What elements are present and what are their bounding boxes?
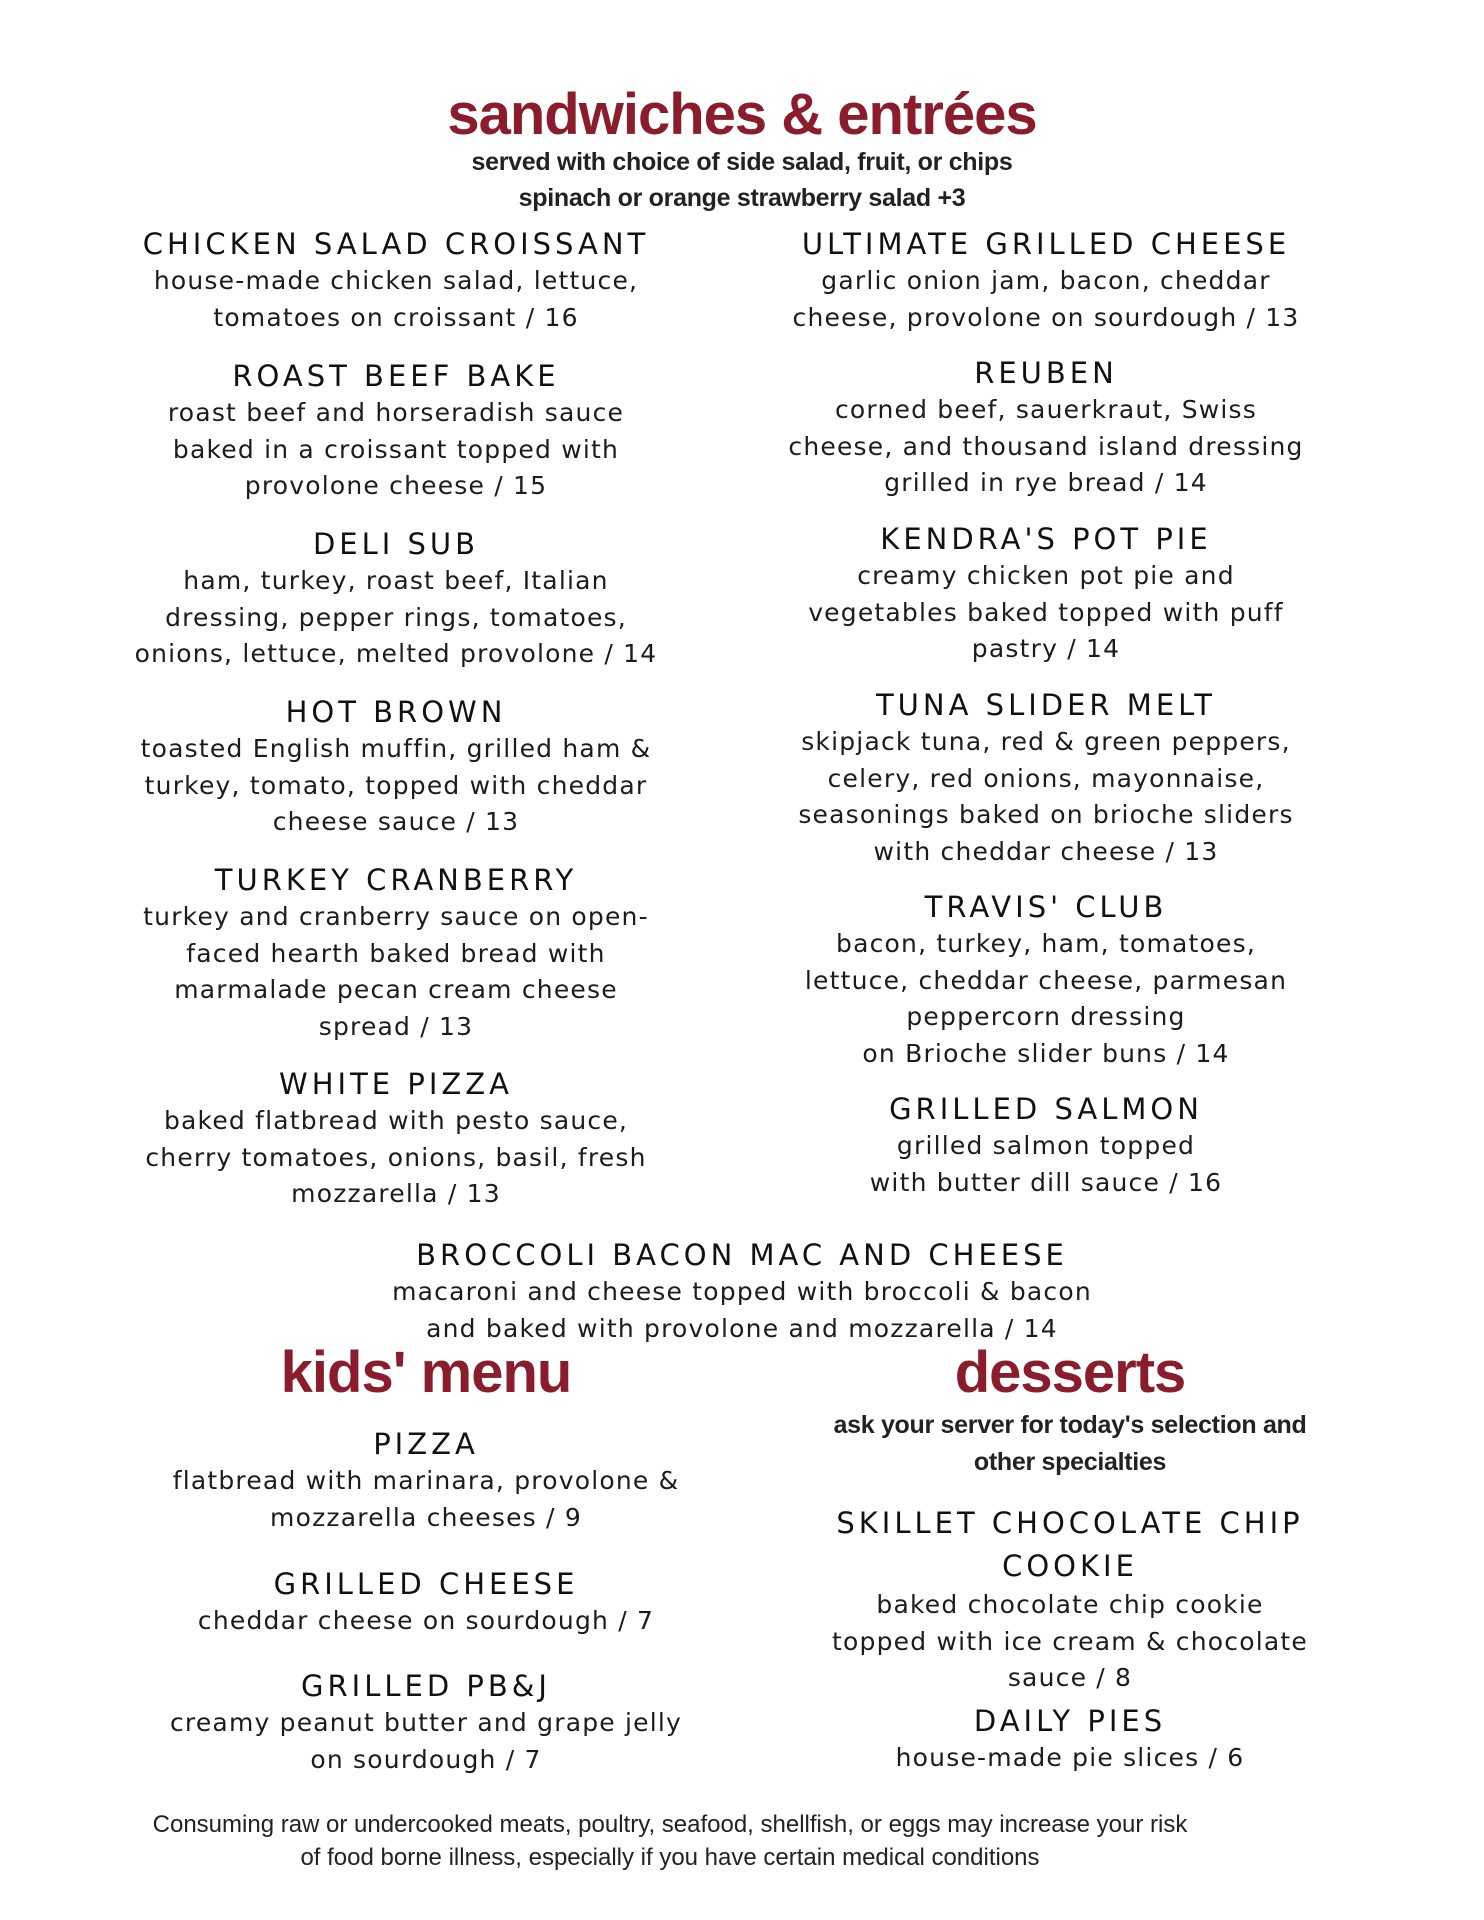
menu-item-deli-sub [96,525,696,673]
dessert-item-daily-pies [760,1702,1380,1777]
item-name: CHICKEN SALAD CROISSANT [142,227,650,261]
menu-item-broccoli-bacon-mac [242,1236,1242,1347]
menu-item-reuben [746,354,1346,502]
item-description: grilled salmon topped with butter dill sauce / 16 [869,1131,1223,1197]
item-name: REUBEN [974,356,1118,390]
kids-item-grilled-cheese [96,1565,756,1640]
food-safety-disclaimer: Consuming raw or undercooked meats, poultry, seafood, shellfish, or eggs may increase your risk of food borne illness, especially if you have certain medical conditions [152,1811,1188,1871]
menu-item-roast-beef-bake [96,357,696,505]
item-description: macaroni and cheese topped with broccoli & bacon and baked with provolone and mozzarella / 14 [392,1277,1092,1343]
item-description: baked flatbread with pesto sauce, cherry tomatoes, onions, basil, fresh mozzarella / 13 [145,1106,647,1208]
item-description: skipjack tuna, red & green peppers, celery, red onions, mayonnaise, seasonings baked on brioche sliders with cheddar cheese / 13 [798,727,1294,866]
item-description: cheddar cheese on sourdough / 7 [197,1606,655,1635]
item-name: DAILY PIES [973,1704,1167,1738]
menu-item-kendras-pot-pie [746,520,1346,668]
item-description: garlic onion jam, bacon, cheddar cheese, provolone on sourdough / 13 [792,266,1300,332]
menu-item-ultimate-grilled-cheese [746,225,1346,336]
menu-item-grilled-salmon [746,1090,1346,1201]
sandwiches-subtitle-1: served with choice of side salad, fruit, or chips [471,148,1013,176]
menu-item-travis-club [746,888,1346,1072]
item-name-line-1: SKILLET CHOCOLATE CHIP [836,1506,1304,1540]
kids-menu-title: kids' menu [280,1340,572,1405]
item-description: roast beef and horseradish sauce baked in a croissant topped with provolone cheese / 15 [167,398,625,500]
item-description: ham, turkey, roast beef, Italian dressing, pepper rings, tomatoes, onions, lettuce, melted provolone / 14 [134,566,658,668]
item-description: turkey and cranberry sauce on open- faced hearth baked bread with marmalade pecan cream cheese spread / 13 [143,902,649,1041]
item-name: GRILLED PB&J [301,1669,551,1703]
item-description: bacon, turkey, ham, tomatoes, lettuce, cheddar cheese, parmesan peppercorn dressing on Brioche slider buns / 14 [804,929,1288,1068]
item-name: HOT BROWN [285,695,507,729]
item-description: corned beef, sauerkraut, Swiss cheese, and thousand island dressing grilled in rye bread / 14 [788,395,1304,497]
sandwiches-title: sandwiches & entrées [447,82,1037,147]
desserts-subtitle-2: other specialties [973,1448,1167,1476]
desserts-title: desserts [954,1340,1186,1405]
item-name: PIZZA [373,1427,479,1461]
desserts-subtitle-1: ask your server for today's selection and [833,1411,1307,1439]
kids-item-grilled-pbj [96,1667,756,1778]
item-name: TURKEY CRANBERRY [214,863,578,897]
item-name: TRAVIS' CLUB [924,890,1168,924]
item-description: house-made pie slices / 6 [895,1743,1245,1772]
item-description: toasted English muffin, grilled ham & turkey, tomato, topped with cheddar cheese sauce / 13 [140,734,652,836]
kids-item-pizza [96,1425,756,1536]
item-description: creamy chicken pot pie and vegetables baked topped with puff pastry / 14 [808,561,1284,663]
menu-item-tuna-slider-melt [746,686,1346,870]
item-name: DELI SUB [312,527,480,561]
menu-item-hot-brown [96,693,696,841]
item-name: ULTIMATE GRILLED CHEESE [801,227,1291,261]
menu-item-chicken-salad-croissant [96,225,696,336]
item-description: creamy peanut butter and grape jelly on sourdough / 7 [169,1708,683,1774]
item-name: TUNA SLIDER MELT [875,688,1217,722]
item-name: GRILLED CHEESE [273,1567,579,1601]
item-description: baked chocolate chip cookie topped with ice cream & chocolate sauce / 8 [832,1590,1308,1692]
item-name: ROAST BEEF BAKE [232,359,560,393]
item-name: BROCCOLI BACON MAC AND CHEESE [416,1238,1068,1272]
item-name: GRILLED SALMON [889,1092,1203,1126]
item-description: flatbread with marinara, provolone & mozzarella cheeses / 9 [172,1466,680,1532]
dessert-item-skillet-cookie [760,1501,1380,1697]
item-description: house-made chicken salad, lettuce, tomatoes on croissant / 16 [153,266,639,332]
sandwiches-subtitle-2: spinach or orange strawberry salad +3 [518,184,966,212]
menu-item-turkey-cranberry [96,861,696,1045]
item-name-line-2: COOKIE [1002,1549,1138,1583]
menu-item-white-pizza [96,1065,696,1213]
item-name: KENDRA'S POT PIE [880,522,1212,556]
item-name: WHITE PIZZA [279,1067,513,1101]
